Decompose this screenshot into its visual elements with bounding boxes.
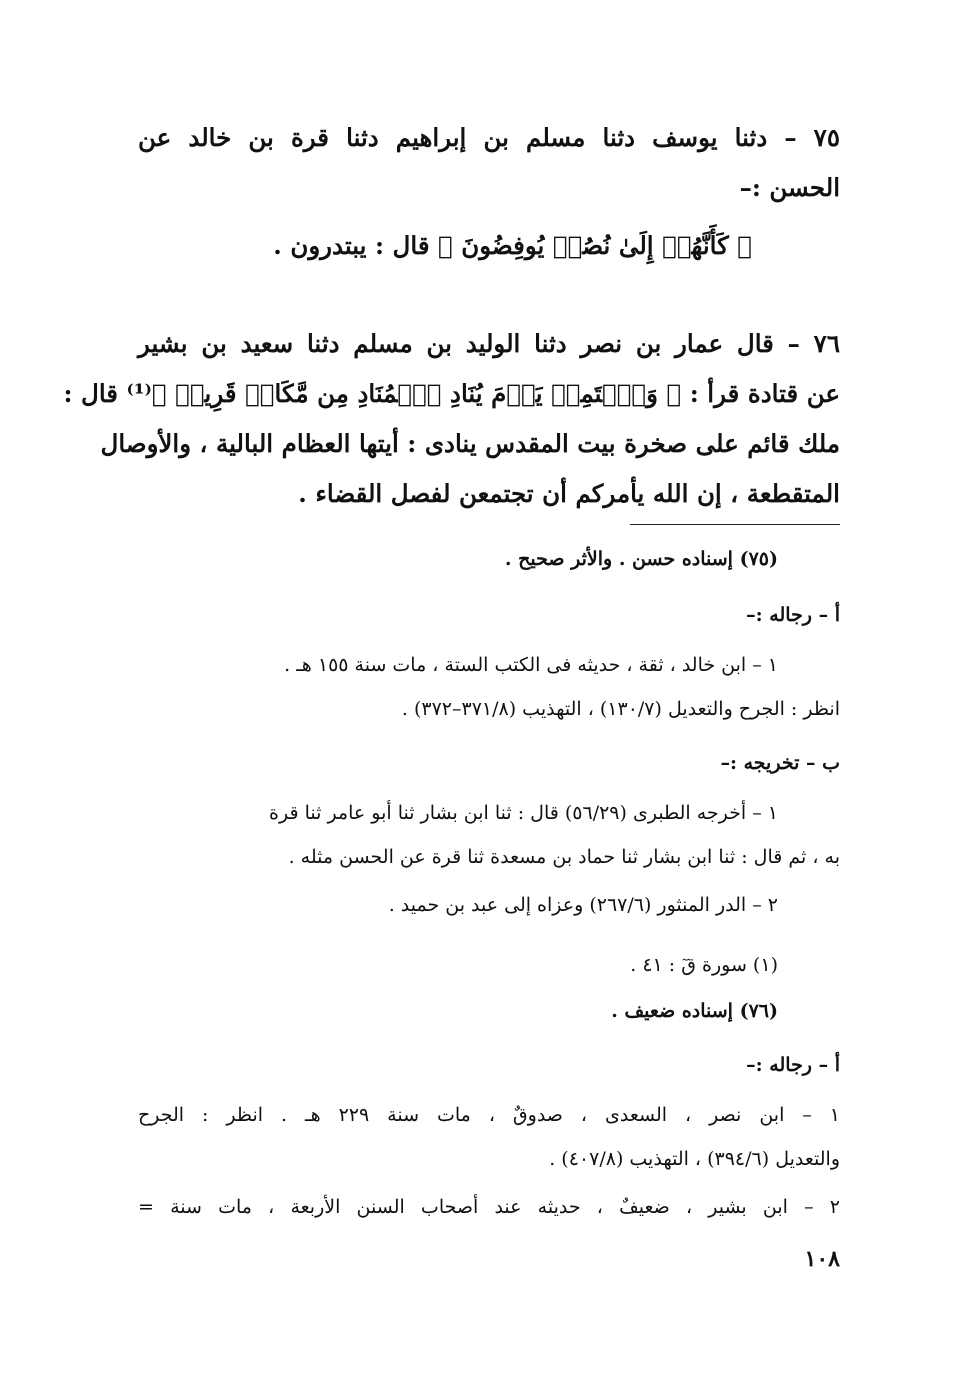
- entry-76-line-2: عن قتادة قرأ : ﴿ وَٱسۡتَمِعۡ يَوۡمَ يُنَادِ ٱلۡمُنَادِ مِن مَّكَانٖ قَرِيبٖ ﴾⁽¹⁾ قال :: [63, 379, 840, 408]
- note-75-rijal-1b: انظر : الجرح والتعديل (١٣٠/٧) ، التهذيب (٣٧١/٨–٣٧٢) .: [401, 698, 840, 720]
- footnote-1: (١) سورة قٓ : ٤١ .: [630, 954, 778, 976]
- footnote-separator: [630, 524, 840, 525]
- note-75-rijal-heading: أ – رجاله :–: [746, 604, 840, 626]
- note-75-takhrij-heading: ب – تخريجه :–: [720, 752, 840, 774]
- entry-76-line-4: المتقطعة ، إن الله يأمركم أن تجتمعن لفصل القضاء .: [298, 479, 840, 508]
- note-75-rijal-1a: ١ – ابن خالد ، ثقة ، حديثه فى الكتب الستة ، مات سنة ١٥٥ هـ .: [284, 654, 778, 676]
- page-number: ١٠٨: [804, 1246, 840, 1272]
- entry-76-line-3: ملك قائم على صخرة بيت المقدس ينادى : أيتها العظام البالية ، والأوصال: [100, 429, 840, 458]
- entry-75-line-2: الحسن :–: [739, 173, 840, 202]
- entry-75-line-1: ٧٥ – دثنا يوسف دثنا مسلم بن إبراهيم دثنا قرة بن خالد عن: [138, 123, 840, 152]
- note-76-rijal-1a: ١ – ابن نصر ، السعدى ، صدوقٌ ، مات سنة ٢٢٩ هـ . انظر : الجرح: [138, 1104, 840, 1126]
- entry-75-verse-line: ﴿ كَأَنَّهُمۡ إِلَىٰ نُصُبٖ يُوفِضُونَ ﴾ قال : يبتدرون .: [273, 231, 752, 260]
- note-75-heading: (٧٥) إسناده حسن . والأثر صحيح .: [504, 548, 778, 570]
- note-75-takhrij-1b: به ، ثم قال : ثنا ابن بشار ثنا حماد بن مسعدة ثنا قرة عن الحسن مثله .: [288, 846, 840, 868]
- note-76-rijal-1b: والتعديل (٣٩٤/٦) ، التهذيب (٤٠٧/٨) .: [549, 1148, 840, 1170]
- note-75-takhrij-1a: ١ – أخرجه الطبرى (٥٦/٢٩) قال : ثنا ابن بشار ثنا أبو عامر ثنا قرة: [269, 802, 778, 824]
- note-75-takhrij-2: ٢ – الدر المنثور (٢٦٧/٦) وعزاه إلى عبد بن حميد .: [388, 894, 778, 916]
- note-76-rijal-2: ٢ – ابن بشير ، ضعيفٌ ، حديثه عند أصحاب السنن الأربعة ، مات سنة =: [138, 1196, 840, 1218]
- note-76-rijal-heading: أ – رجاله :–: [746, 1054, 840, 1076]
- note-76-heading: (٧٦) إسناده ضعيف .: [611, 1000, 778, 1022]
- entry-76-line-1: ٧٦ – قال عمار بن نصر دثنا الوليد بن مسلم دثنا سعيد بن بشير: [138, 329, 840, 358]
